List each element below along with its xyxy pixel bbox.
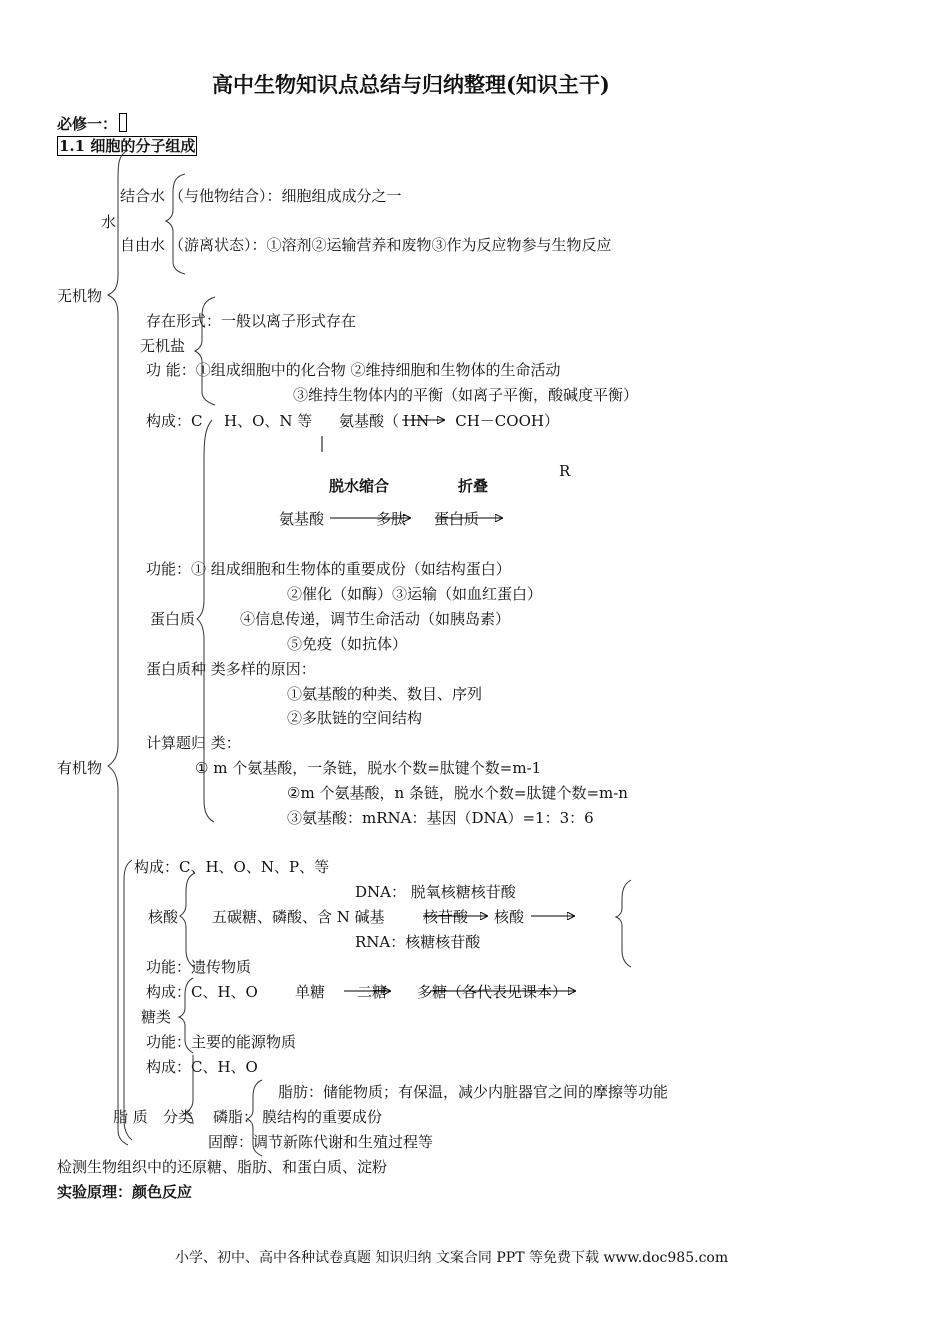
rna-text: RNA：核糖核苷酸 — [355, 933, 481, 951]
monosaccharide-label: 单糖 — [295, 983, 326, 1001]
lipid-composition: 构成：C、H、O — [146, 1058, 258, 1076]
protein-function-2: ②催化（如酶）③运输（如血红蛋白） — [287, 585, 543, 603]
nucleic-brace — [180, 873, 195, 968]
polysaccharide-label: 多糖（各代表见课本） — [417, 983, 568, 1001]
water-label: 水 — [101, 213, 117, 231]
organic-brace — [124, 860, 132, 1140]
amino-formula-h: H — [403, 412, 417, 430]
fat-text: 脂肪：储能物质；有保温，减少内脏器官之间的摩擦等功能 — [278, 1083, 669, 1101]
organic-label: 有机物 — [57, 759, 103, 777]
lipid-classify-label: 分类 — [163, 1108, 194, 1126]
main-brace — [108, 150, 128, 1145]
salt-function-2: ③维持生物体内的平衡（如离子平衡，酸碱度平衡） — [293, 386, 639, 404]
calc-rule-3: ③氨基酸：mRNA：基因（DNA）=1：3：6 — [287, 809, 594, 827]
protein-brace — [197, 420, 214, 822]
protein-elements: H、O、N 等 — [224, 412, 313, 430]
amino-formula-rest: CH－COOH） — [455, 412, 559, 430]
page-title: 高中生物知识点总结与归纳整理(知识主干) — [212, 72, 610, 97]
protein-diversity-heading: 蛋白质种 类多样的原因： — [146, 660, 316, 678]
nucleic-label: 核酸 — [148, 908, 179, 926]
chain-protein: 蛋白质 — [434, 510, 480, 528]
detection-line: 检测生物组织中的还原糖、脂肪、和蛋白质、淀粉 — [57, 1158, 388, 1176]
amino-formula-n: N — [416, 412, 430, 430]
dna-text: DNA： 脱氧核糖核苷酸 — [355, 883, 516, 901]
salt-form: 存在形式：一般以离子形式存在 — [146, 312, 357, 330]
dehydration-label: 脱水缩合 — [329, 477, 390, 495]
nucleic-acid-label: 核酸 — [494, 908, 525, 926]
amino-formula-label: 氨基酸（ — [339, 412, 400, 430]
section-label: 1.1 细胞的分子组成 — [59, 137, 196, 155]
free-water-text: （游离状态）：①溶剂②运输营养和废物③作为反应物参与生物反应 — [169, 236, 612, 254]
lipid-class-brace — [247, 1080, 262, 1156]
nucleotide-components: 五碳糖、磷酸、含 N 碱基 — [212, 908, 385, 926]
free-water-prefix: 自由水 — [120, 236, 166, 254]
chain-amino-acid: 氨基酸 — [279, 510, 325, 528]
protein-function-4: ⑤免疫（如抗体） — [287, 635, 408, 653]
sugar-label: 糖类 — [141, 1008, 172, 1026]
folding-label: 折叠 — [458, 477, 489, 495]
salt-function-1: 功 能：①组成细胞中的化合物 ②维持细胞和生物体的生命活动 — [146, 361, 561, 379]
water-brace — [166, 174, 185, 274]
phospholipid-label: 磷脂： — [213, 1108, 259, 1126]
protein-function-1: 功能：① 组成细胞和生物体的重要成份（如结构蛋白） — [146, 560, 511, 578]
nucleotide-label: 核苷酸 — [423, 908, 469, 926]
protein-composition: 构成：C — [146, 412, 203, 430]
lipid-brace — [186, 1055, 193, 1124]
calc-rule-1: ① m 个氨基酸，一条链，脱水个数=肽键个数=m-1 — [195, 759, 542, 777]
protein-function-3: ④信息传递，调节生命活动（如胰岛素） — [240, 610, 511, 628]
salt-label: 无机盐 — [140, 337, 186, 355]
disaccharide-label: 二糖 — [357, 983, 388, 1001]
required-course-label: 必修一： — [57, 115, 118, 133]
sugar-composition: 构成：C、H、O — [146, 983, 258, 1001]
calc-rule-2: ②m 个氨基酸，n 条链，脱水个数=肽键个数=m-n — [287, 784, 628, 802]
bound-water-prefix: 结合水 — [120, 187, 166, 205]
inorganic-label: 无机物 — [57, 287, 103, 305]
calc-heading: 计算题归 类： — [146, 734, 241, 752]
salt-brace — [195, 297, 215, 405]
sugar-function: 功能：主要的能源物质 — [146, 1033, 297, 1051]
chain-polypeptide: 多肽 — [376, 510, 407, 528]
footer-text: 小学、初中、高中各种试卷真题 知识归纳 文案合同 PPT 等免费下载 www.doc985.com — [175, 1250, 729, 1266]
nucleic-function: 功能：遗传物质 — [146, 958, 252, 976]
sterol-text: 固醇：调节新陈代谢和生殖过程等 — [208, 1133, 434, 1151]
r-group-label: R — [559, 462, 571, 480]
protein-label: 蛋白质 — [150, 610, 196, 628]
protein-diversity-2: ②多肽链的空间结构 — [287, 709, 423, 727]
sugar-brace — [179, 978, 193, 1053]
lipid-label: 脂 质 — [113, 1108, 148, 1126]
right-brace — [616, 880, 631, 967]
protein-diversity-1: ①氨基酸的种类、数目、序列 — [287, 685, 483, 703]
bound-water-text: （与他物结合）：细胞组成成分之一 — [169, 187, 402, 205]
principle-line: 实验原理：颜色反应 — [57, 1183, 193, 1201]
phospholipid-text: 膜结构的重要成份 — [262, 1108, 383, 1126]
nucleic-composition: 构成：C、H、O、N、P、等 — [134, 858, 330, 876]
